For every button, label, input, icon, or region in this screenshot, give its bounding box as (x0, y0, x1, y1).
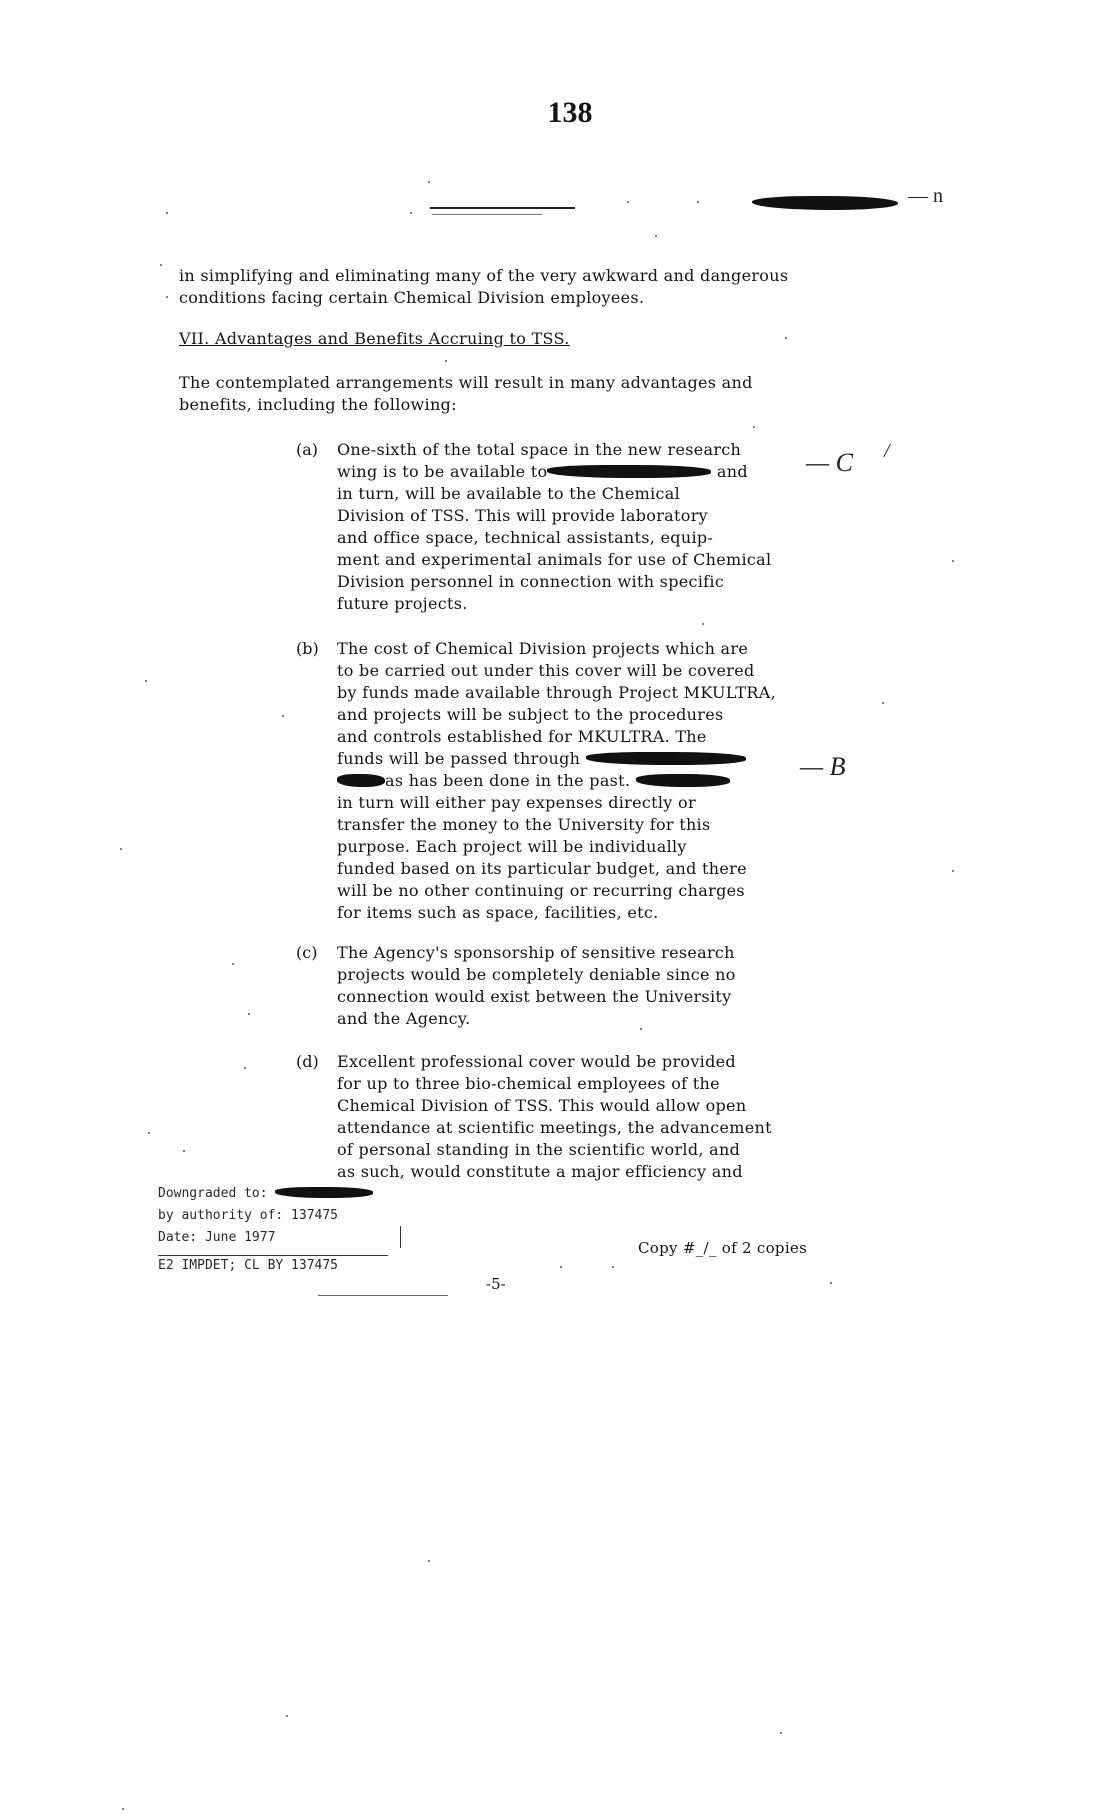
item-line: and controls established for MKULTRA. The (337, 727, 707, 746)
scan-speck (282, 715, 284, 717)
item-line: transfer the money to the University for this (337, 815, 711, 834)
item-label: (a) (296, 440, 319, 459)
stamp-line: by authority of: 137475 (158, 1208, 339, 1223)
item-text (337, 439, 771, 615)
item-line: One-sixth of the total space in the new research (337, 440, 742, 459)
item-line: purpose. Each project will be individually (337, 837, 687, 856)
scan-speck (160, 264, 162, 266)
item-line: Excellent professional cover would be provided (337, 1052, 736, 1071)
scan-speck (286, 1715, 288, 1717)
scan-speck (122, 1808, 124, 1810)
section-intro-line: benefits, including the following: (179, 395, 457, 414)
scan-speck (697, 201, 699, 203)
item-line-tail: and (716, 462, 748, 481)
item-line: for items such as space, facilities, etc. (337, 903, 659, 922)
item-line: and the Agency. (337, 1009, 471, 1028)
item-label: (d) (296, 1052, 319, 1071)
item-line-text: funds will be passed through (337, 749, 581, 768)
scan-speck (145, 680, 147, 682)
scan-speck (627, 201, 629, 203)
item-line: in turn will either pay expenses directly or (337, 793, 696, 812)
item-line (337, 770, 776, 792)
scan-speck (445, 360, 447, 362)
footer-page-number: -5- (486, 1275, 506, 1293)
item-line: as such, would constitute a major efficiency and (337, 1162, 743, 1181)
scan-speck (640, 1028, 642, 1030)
item-line: and projects will be subject to the procedures (337, 705, 724, 724)
stamp-line: Date: June 1977 (158, 1230, 276, 1245)
item-line: in turn, will be available to the Chemical (337, 484, 681, 503)
scan-speck (244, 1067, 246, 1069)
item-line: ment and experimental animals for use of Chemical (337, 550, 772, 569)
section-intro (179, 372, 753, 416)
header-rule-left-faint (432, 214, 542, 215)
redaction-block (586, 752, 746, 765)
footer-rule (318, 1295, 448, 1296)
section-heading: VII. Advantages and Benefits Accruing to TSS. (179, 329, 570, 348)
item-label: (b) (296, 639, 319, 658)
item-line: projects would be completely deniable since no (337, 965, 736, 984)
item-line: The Agency's sponsorship of sensitive research (337, 943, 735, 962)
scan-speck (952, 560, 954, 562)
scan-speck (183, 1150, 185, 1152)
redaction-block (337, 774, 385, 787)
redaction-block (547, 465, 711, 478)
scan-speck (166, 212, 168, 214)
item-label: (c) (296, 943, 318, 962)
item-line: by funds made available through Project MKULTRA, (337, 683, 776, 702)
item-line: future projects. (337, 594, 468, 613)
scan-speck (120, 848, 122, 850)
scan-speck (753, 426, 755, 428)
intro-line: conditions facing certain Chemical Division employees. (179, 288, 645, 307)
scan-speck (612, 1266, 614, 1268)
item-line: attendance at scientific meetings, the advancement (337, 1118, 772, 1137)
section-intro-line: The contemplated arrangements will result in many advantages and (179, 373, 753, 392)
item-text (337, 1051, 772, 1183)
scan-speck (232, 963, 234, 965)
item-line: of personal standing in the scientific world, and (337, 1140, 741, 1159)
classification-stamp (158, 1183, 373, 1277)
scan-speck (248, 1013, 250, 1015)
stamp-rule (158, 1255, 388, 1256)
scan-speck (785, 337, 787, 339)
scan-speck (166, 296, 168, 298)
stamp-vertical-mark (400, 1226, 401, 1248)
header-rule-left (430, 207, 575, 209)
item-line: and office space, technical assistants, equip- (337, 528, 714, 547)
scan-speck (428, 1560, 430, 1562)
item-text (337, 638, 776, 924)
scan-speck (780, 1732, 782, 1734)
scan-speck (560, 1266, 562, 1268)
item-line-text: wing is to be available to (337, 462, 548, 481)
scan-speck (148, 1132, 150, 1134)
item-line (337, 461, 771, 483)
stamp-line: E2 IMPDET; CL BY 137475 (158, 1258, 339, 1273)
scan-speck (702, 623, 704, 625)
scan-speck (952, 870, 954, 872)
scan-speck (428, 181, 430, 183)
item-line: The cost of Chemical Division projects which are (337, 639, 749, 658)
scan-speck (882, 702, 884, 704)
scan-speck (655, 235, 657, 237)
stamp-line-text: Downgraded to: (158, 1186, 268, 1201)
item-line: to be carried out under this cover will be covered (337, 661, 755, 680)
item-line: Chemical Division of TSS. This would allow open (337, 1096, 747, 1115)
margin-mark-b: — B (800, 752, 846, 781)
item-line-text: as has been done in the past. (385, 771, 631, 790)
scan-speck (410, 212, 412, 214)
scan-speck (830, 1282, 832, 1284)
intro-line: in simplifying and eliminating many of the very awkward and dangerous (179, 266, 789, 285)
margin-mark-slash: / (884, 440, 890, 462)
item-text (337, 942, 736, 1030)
header-margin-mark: — n (908, 185, 943, 207)
margin-mark-c: — C (806, 448, 853, 477)
stamp-line (158, 1183, 373, 1205)
item-line: for up to three bio-chemical employees of the (337, 1074, 720, 1093)
item-line: connection would exist between the University (337, 987, 732, 1006)
redaction-block (275, 1187, 373, 1198)
item-line: Division personnel in connection with specific (337, 572, 725, 591)
header-redaction (752, 196, 898, 210)
redaction-block (636, 774, 730, 787)
intro-paragraph (179, 265, 788, 309)
copy-notice: Copy #_/_ of 2 copies (638, 1239, 808, 1257)
item-line: Division of TSS. This will provide laboratory (337, 506, 708, 525)
item-line: funded based on its particular budget, and there (337, 859, 747, 878)
item-line: will be no other continuing or recurring charges (337, 881, 745, 900)
page-number: 138 (547, 96, 593, 129)
item-line (337, 748, 776, 770)
